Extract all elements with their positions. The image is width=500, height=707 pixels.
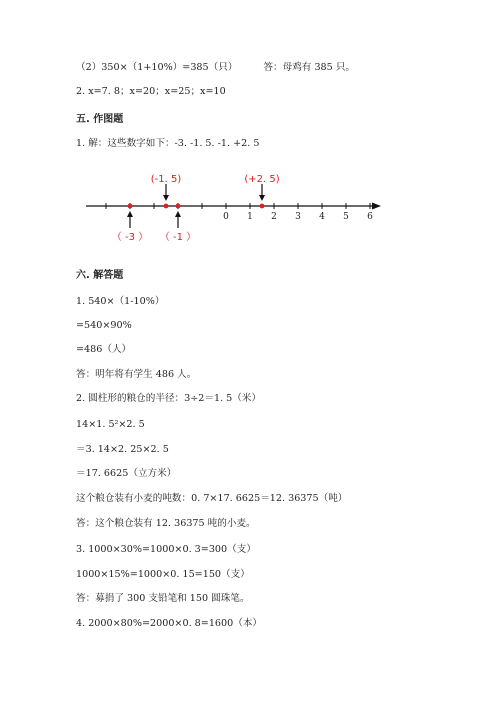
- tick-label-2: 2: [271, 212, 277, 222]
- label-pos2-5: (+2. 5): [244, 174, 280, 185]
- answer-line-4: 1. 540×（1-10%）: [76, 296, 165, 307]
- arrow-up-neg3-icon: [127, 211, 133, 228]
- answer-line-13: 答：这个粮仓装有 12. 36375 吨的小麦。: [76, 518, 256, 529]
- point-neg1-5: [164, 204, 169, 209]
- point-pos2-5: [260, 204, 265, 209]
- arrow-down-pos2-5-icon: [259, 184, 265, 201]
- answer-line-14: 3. 1000×30%=1000×0. 3=300（支）: [76, 544, 256, 555]
- answer-line-3: 1. 解：这些数字如下：-3. -1. 5. -1. +2. 5: [76, 138, 260, 149]
- answer-line-6: =486（人）: [76, 344, 132, 355]
- label-neg3: （ -3 ）: [111, 232, 149, 243]
- label-neg1: （ -1 ）: [159, 232, 197, 243]
- section-heading-6: 六. 解答题: [76, 270, 124, 281]
- point-neg1: [176, 204, 181, 209]
- number-line-diagram: [76, 166, 396, 246]
- answer-line-5: =540×90%: [76, 320, 132, 331]
- answer-line-9: 14×1. 5²×2. 5: [76, 419, 145, 430]
- axis-arrowhead: [372, 203, 381, 210]
- tick-label-5: 5: [343, 212, 349, 222]
- answer-line-10: ＝3. 14×2. 25×2. 5: [76, 444, 169, 455]
- tick-label-0: 0: [223, 212, 229, 222]
- answer-line-17: 4. 2000×80%=2000×0. 8=1600（本）: [76, 618, 263, 629]
- tick-label-3: 3: [295, 212, 301, 222]
- answer-text: 答：母鸡有 385 只。: [263, 62, 356, 73]
- arrow-up-neg1-icon: [175, 211, 181, 228]
- section-heading-5: 五. 作图题: [76, 114, 124, 125]
- answer-line-15: 1000×15%=1000×0. 15=150（支）: [76, 569, 250, 580]
- answer-line-7: 答：明年将有学生 486 人。: [76, 369, 197, 380]
- equation-text: （2）350×（1+10%）=385（只）: [76, 62, 238, 73]
- arrow-down-neg1-5-icon: [163, 184, 169, 201]
- answer-line-1: [76, 62, 355, 74]
- answer-line-8: 2. 圆柱形的粮仓的半径：3÷2＝1. 5（米）: [76, 393, 262, 404]
- answer-line-2: 2. x=7. 8；x=20；x=25；x=10: [76, 86, 226, 97]
- tick-label-4: 4: [319, 212, 325, 222]
- answer-line-12: 这个粮仓装有小麦的吨数：0. 7×17. 6625＝12. 36375（吨）: [76, 493, 348, 504]
- label-neg1-5: (-1. 5): [150, 174, 182, 185]
- tick-label-6: 6: [367, 212, 373, 222]
- tick-label-1: 1: [247, 212, 253, 222]
- answer-line-11: ＝17. 6625（立方米）: [76, 468, 177, 479]
- answer-line-16: 答：募捐了 300 支铅笔和 150 圆珠笔。: [76, 593, 250, 604]
- point-neg3: [128, 204, 133, 209]
